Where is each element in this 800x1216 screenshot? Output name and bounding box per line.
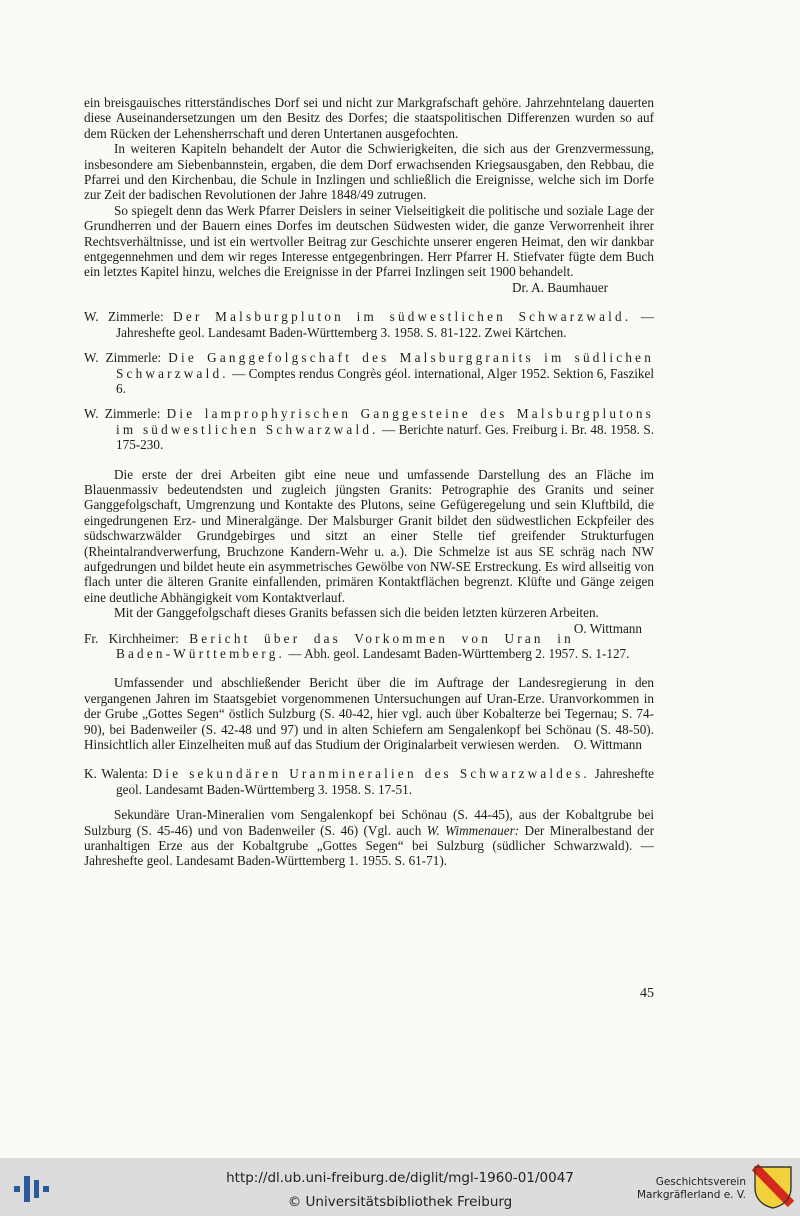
review-text: Mit der Ganggefolgschaft dieses Granits befassen sich die beiden letzten kürzeren Arbeiten.	[114, 605, 599, 621]
review-paragraph-short	[84, 605, 654, 636]
reference-entry	[84, 406, 654, 452]
paragraph-chapters: In weiteren Kapiteln behandelt der Autor die Schwierigkeiten, die sich aus der Grenzvermessung, insbesondere am Siebenbannstein, ergaben, die dem Dorf erwachsenden Kriegsausgaben, den Rebbau, die Pfarrei und den Kirchenbau, die Schule in Inzlingen und schließlich die Ereignisse, welche sich im Dorfe zur Zeit der badischen Revolutionen der Jahre 1848/49 zutrugen.	[84, 141, 654, 203]
review-paragraph	[84, 675, 654, 752]
review-paragraph	[84, 807, 654, 869]
reference-author: W. Zimmerle:	[84, 350, 169, 366]
footer-copyright: © Universitätsbibliothek Freiburg	[287, 1194, 513, 1210]
reference-source: — Jahreshefte geol. Landesamt Baden-Württemberg 3. 1958. S. 81-122. Zwei Kärtchen.	[116, 309, 654, 340]
review-signature: O. Wittmann	[573, 620, 642, 636]
reference-author: W. Zimmerle:	[84, 309, 174, 325]
review-author-italic: W. Wimmenauer:	[426, 822, 520, 838]
reference-title: Der Malsburgpluton im südwestlichen Schwarzwald.	[173, 309, 632, 325]
reference-source: — Berichte naturf. Ges. Freiburg i. Br. 48. 1958. S. 175-230.	[116, 421, 654, 453]
review-signature: O. Wittmann	[573, 737, 642, 753]
reference-title: Die Ganggefolgschaft des Malsburggranits im südlichen Schwarzwald.	[116, 350, 654, 381]
reference-author: Fr. Kirchheimer:	[84, 630, 190, 646]
reference-title: Die sekundären Uranmineralien des Schwarzwaldes.	[152, 766, 590, 782]
coat-of-arms-icon	[752, 1164, 794, 1210]
review-signature: Dr. A. Baumhauer	[512, 279, 608, 295]
reference-entry	[84, 350, 654, 396]
reference-title: Bericht über das Vorkommen von Uran in Baden-Württemberg.	[116, 630, 574, 661]
reference-source: — Abh. geol. Landesamt Baden-Württemberg 2. 1957. S. 1-127.	[285, 646, 630, 661]
paragraph-continuation: ein breisgauisches ritterständisches Dorf sei und nicht zur Markgrafschaft gehöre. Jahrzehntelang dauerten diese Auseinandersetzungen um den Besitz des Dorfes; die staatspolitischen Differenzen wurden so auf dem Rücken der Lehensherrschaft und deren Untertanen ausgefochten.	[84, 95, 654, 141]
reference-source: — Comptes rendus Congrès géol. international, Alger 1952. Sektion 6, Faszikel 6.	[116, 365, 654, 396]
reference-entry	[84, 631, 654, 662]
footer-url-link[interactable]: http://dl.ub.uni-freiburg.de/diglit/mgl-1960-01/0047	[226, 1170, 574, 1186]
reference-entry	[84, 766, 654, 797]
footer-bar	[0, 1158, 800, 1216]
org-name-line1: Geschichtsverein	[655, 1176, 746, 1188]
footer-organization	[620, 1176, 746, 1202]
reference-author: K. Walenta:	[84, 766, 153, 782]
review-text: Umfassender und abschließender Bericht über die im Auftrage der Landesregierung in den vergangenen Jahren im Staatsgebiet vorgenommenen Untersuchungen auf Uran-Erze. Uranvorkommen in der Grube „Gottes Segen“ östlich Sulzburg (S. 40-42, hier vgl. auch über Kobalterze bei Tegernau; S. 74-90), bei Badenweiler (S. 42-48 und 97) und in alten Schiefern am Sengalenkopf bei Schönau (S. 48-50). Hinsichtlich aller Einzelheiten muß auf das Studium der Originalarbeit verwiesen werden.	[84, 675, 654, 753]
reference-entry	[84, 309, 654, 340]
page-number: 45	[640, 986, 654, 1001]
review-text: Der Mineralbestand der uranhaltigen Erze aus der Kobaltgrube „Gottes Segen“ bei Sulzburg (südlicher Schwarzwald). — Jahreshefte geol. Landesamt Baden-Württemberg 1. 1955. S. 61-71).	[84, 822, 654, 869]
review-text: Sekundäre Uran-Mineralien vom Sengalenkopf bei Schönau (S. 44-45), aus der Kobaltgrube bei Sulzburg (S. 45-46) und von Badenweiler (S. 46) (Vgl. auch	[84, 807, 654, 838]
reference-source: Jahreshefte geol. Landesamt Baden-Württemberg 3. 1958. S. 17-51.	[116, 766, 654, 797]
ub-freiburg-logo-icon[interactable]	[12, 1166, 52, 1210]
reference-title: Die lamprophyrischen Ganggesteine des Malsburgplutons im südwestlichen Schwarzwald.	[116, 406, 654, 437]
reference-author: W. Zimmerle:	[84, 406, 167, 422]
text-body	[84, 95, 654, 869]
review-paragraph: Die erste der drei Arbeiten gibt eine neue und umfassende Darstellung des an Fläche im Blauenmassiv bedeutendsten und zugleich jüngsten Granits: Petrographie des Granits und seiner Ganggefolgschaft, Umgrenzung und Kontakte des Plutons, seine Gefügeregelung und sein Kluftbild, die eingedrungenen Erz- und Mineralgänge. Der Malsburger Granit bildet den südwestlichen Eckpfeiler des südschwarzwälder Grundgebirges und sitzt an einer Stelle tief greifender Strukturfugen (Rheintalrandverwerfung, Bruchzone Kandern-Wehr u. a.). Die Schmelze ist aus SE schräg nach NW aufgedrungen und bildet heute ein asymmetrisches Gewölbe von NW-SE Erstreckung. Es wird allseitig von flach unter die älteren Granite einfallenden, primären Kontaktflächen begrenzt. Klüfte und Gänge zeigen eine deutliche Abhängigkeit vom Kontaktverlauf.	[84, 466, 654, 605]
org-name-line2: Markgräflerland e. V.	[636, 1189, 746, 1201]
paragraph-summary: So spiegelt denn das Werk Pfarrer Deislers in seiner Vielseitigkeit die politische und soziale Lage der Grundherren und der Bauern eines Dorfes im deutschen Südwesten wider, die ganze Verworrenheit ihrer Rechtsverhältnisse, und ist ein wertvoller Beitrag zur Geschichte unserer engeren Heimat, den wir dankbar entgegennehmen und dem wir reges Interesse entgegenbringen. Herr Pfarrer H. Stiefvater fügte dem Buch ein letztes Kapitel hinzu, welches die Ereignisse in der Pfarrei Inzlingen seit 1900 behandelt.	[84, 202, 654, 280]
